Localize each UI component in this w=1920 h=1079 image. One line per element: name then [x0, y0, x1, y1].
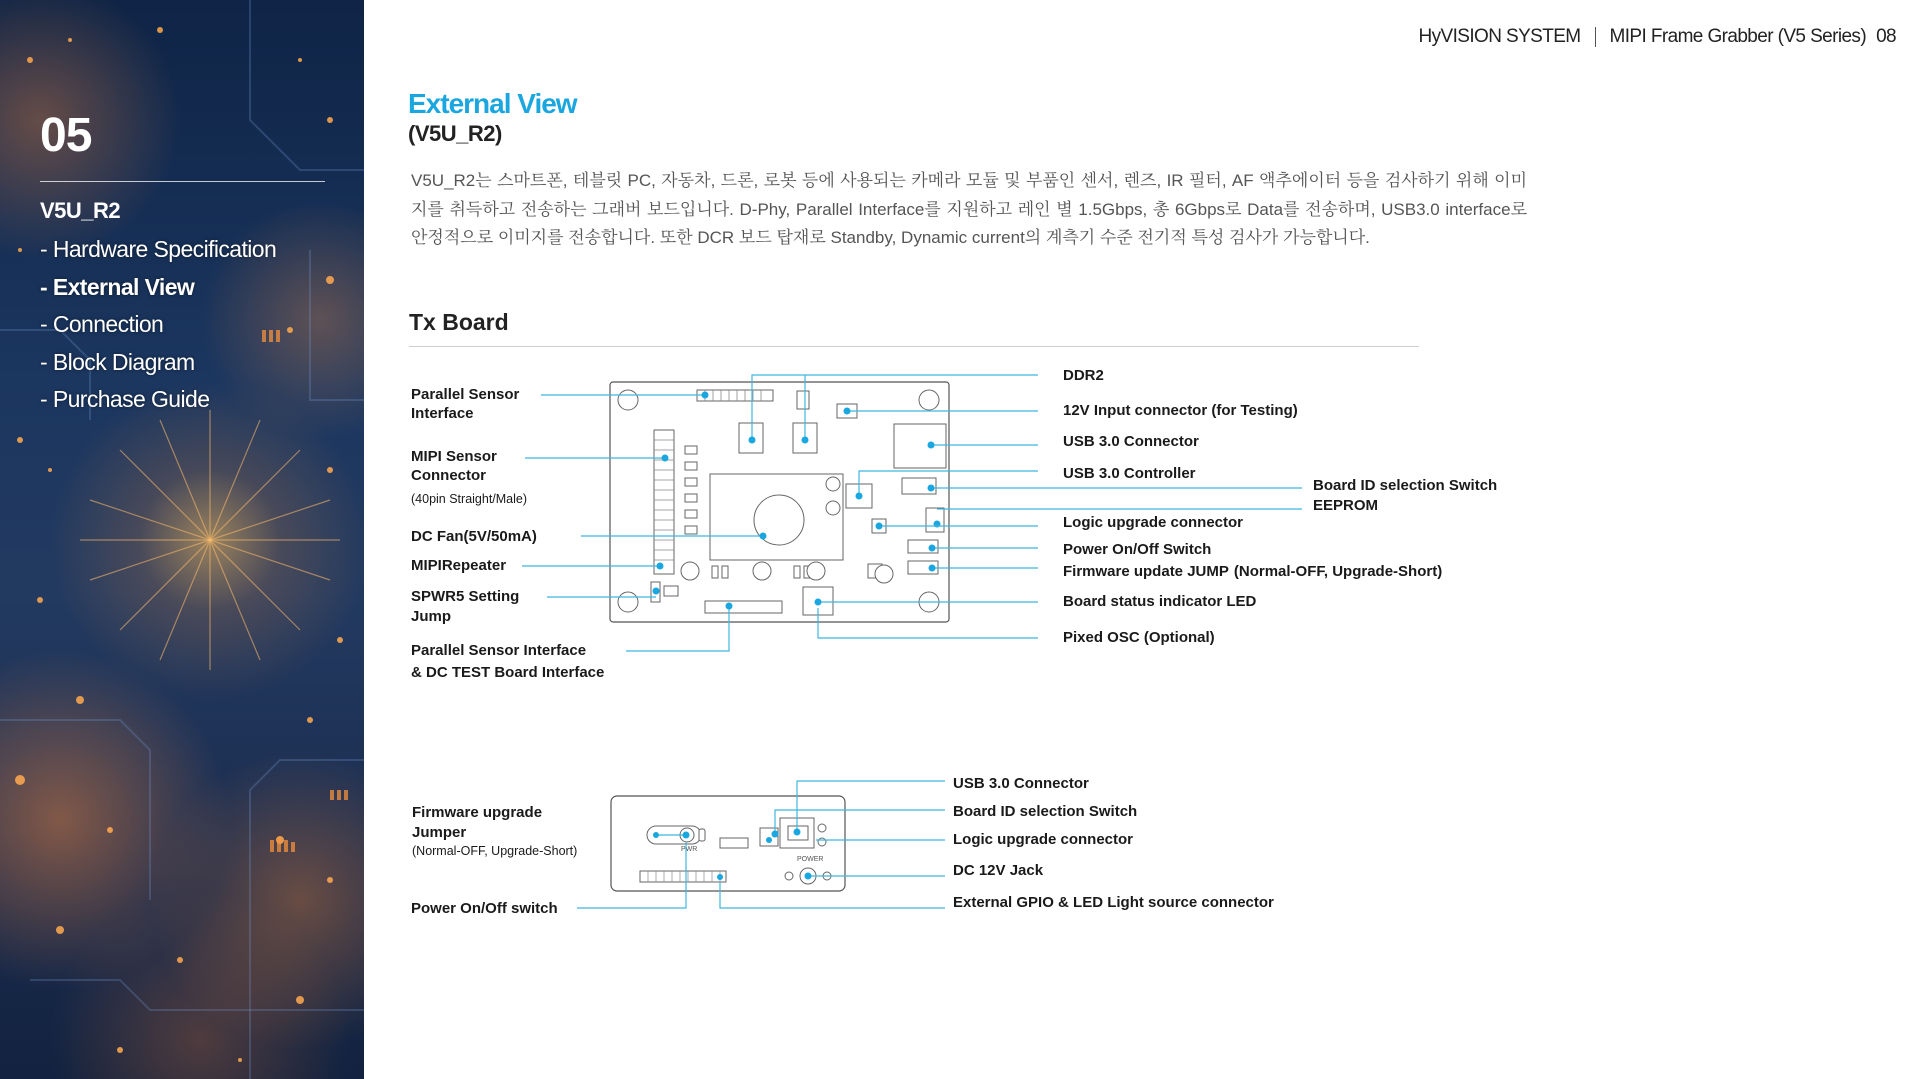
section-title: External View: [408, 88, 577, 119]
parallel-dc-header: [705, 601, 782, 613]
tx-board-top-view: [411, 367, 1497, 681]
label-mipi-repeater: MIPIRepeater: [411, 557, 507, 574]
gpio-connector: [640, 871, 726, 882]
label-dc-fan: DC Fan(5V/50mA): [411, 528, 537, 545]
label-side-logic-upgrade: Logic upgrade connector: [953, 831, 1134, 848]
jumper: [797, 391, 809, 409]
page-number: 08: [1876, 26, 1896, 47]
silk-pwr: PWR: [681, 846, 698, 853]
tx-board-side-view: [411, 775, 1274, 917]
label-logic-upgrade: Logic upgrade connector: [1063, 514, 1244, 531]
label-eeprom: EEPROM: [1313, 497, 1379, 514]
label-side-power-switch: Power On/Off switch: [411, 900, 558, 917]
label-parallel-dc: Parallel Sensor Interface: [411, 642, 587, 659]
section-subtitle: (V5U_R2): [408, 121, 502, 146]
mipi-connector: [654, 430, 674, 574]
label-parallel-sensor-2: Interface: [411, 405, 474, 422]
brand-name: HyVISION SYSTEM: [1418, 26, 1581, 47]
toc-item-block-diagram[interactable]: - Block Diagram: [40, 348, 195, 375]
label-fw-jumper-2: Jumper: [412, 824, 467, 841]
label-fw-jump-text: Firmware update JUMP: [1063, 563, 1229, 580]
label-side-board-id: Board ID selection Switch: [953, 803, 1138, 820]
product-name: MIPI Frame Grabber (V5 Series): [1609, 26, 1867, 47]
label-status-led: Board status indicator LED: [1063, 593, 1257, 610]
label-mipi-sensor-2: Connector: [411, 467, 486, 484]
label-spwr5-2: Jump: [411, 608, 452, 625]
mounting-hole: [618, 592, 638, 612]
usb-connector: [894, 424, 946, 468]
mounting-hole: [618, 390, 638, 410]
label-fw-jump-note: (Normal-OFF, Upgrade-Short): [1233, 563, 1443, 580]
label-ddr2: DDR2: [1063, 367, 1104, 384]
label-fw-jump: [1063, 563, 1442, 580]
label-spwr5: SPWR5 Setting: [411, 588, 520, 605]
label-mipi-sensor-note: (40pin Straight/Male): [411, 492, 528, 506]
label-parallel-sensor: Parallel Sensor: [411, 386, 520, 403]
toc-item-hardware-specification[interactable]: - Hardware Specification: [40, 236, 277, 262]
toc-item-purchase-guide[interactable]: - Purchase Guide: [40, 386, 210, 412]
side-header: [720, 838, 748, 848]
label-power-switch: Power On/Off Switch: [1063, 541, 1212, 558]
eeprom: [926, 508, 944, 532]
label-board-id: Board ID selection Switch: [1313, 477, 1498, 494]
label-fw-jumper: Firmware upgrade: [412, 804, 543, 821]
label-mipi-sensor: MIPI Sensor: [411, 448, 497, 465]
product-description: V5U_R2는 스마트폰, 테블릿 PC, 자동차, 드론, 로봇 등에 사용되는 카메라 모듈 및 부품인 센서, 렌즈, IR 필터, AF 액추에이터 등을 검사하기 위해 이미지를 취득하고 전송하는 그래버 보드입니다. D-Phy, Parallel Interface를 지원하고 레인 별 1.5Gbps, 총 6Gbps로 Data를 전송하며, USB3.0 interface로 안정적으로 이미지를 전송합니다. 또한 DCR 보드 탑재로 Standby, Dynamic current의 계측기 수준 전기적 특성 검사가 가능합니다.: [411, 171, 1527, 247]
toc-item-connection[interactable]: - Connection: [40, 311, 164, 337]
tx-board-title: Tx Board: [409, 309, 509, 335]
label-12v-input: 12V Input connector (for Testing): [1063, 402, 1298, 419]
label-side-usb: USB 3.0 Connector: [953, 775, 1089, 792]
label-usb-controller: USB 3.0 Controller: [1063, 465, 1196, 482]
label-fw-jumper-note: (Normal-OFF, Upgrade-Short): [412, 844, 578, 858]
label-usb-connector: USB 3.0 Connector: [1063, 433, 1199, 450]
label-pixed-osc: Pixed OSC (Optional): [1063, 629, 1215, 646]
label-parallel-dc-2: & DC TEST Board Interface: [411, 664, 605, 681]
silk-power: POWER: [797, 856, 824, 863]
mounting-hole: [919, 390, 939, 410]
label-side-gpio: External GPIO & LED Light source connector: [953, 894, 1274, 911]
chapter-number: 05: [40, 109, 92, 162]
toc-item-external-view[interactable]: - External View: [40, 273, 195, 300]
chapter-title: V5U_R2: [40, 198, 121, 223]
label-side-dc-jack: DC 12V Jack: [953, 862, 1044, 879]
